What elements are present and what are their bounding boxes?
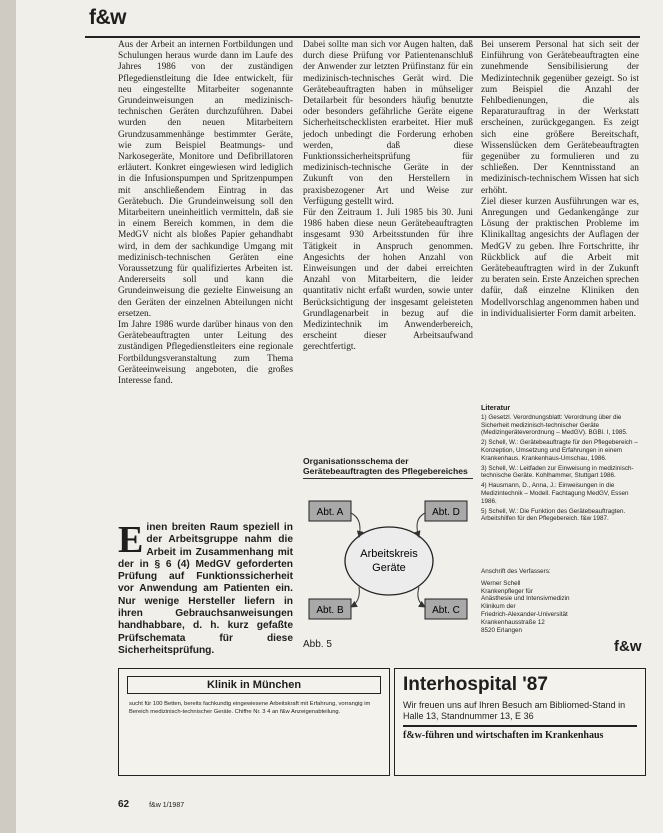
department-box-a	[309, 501, 351, 521]
department-box-d	[425, 501, 467, 521]
header-rule	[85, 36, 640, 38]
literature-item: 5) Schell, W.: Die Funktion des Gerätebeauftragten. Arbeitshilfen für den Pflegebereich. f&w 1987.	[481, 507, 626, 523]
column-2-paragraph: Dabei sollte man sich vor Augen halten, daß durch diese Prüfung vor Patientenanschluß der Anwender zur letzten Prüfinstanz für ein medizinisch-technisches Gerät wird. Die Gerätebeauftragten haben in mühseliger Detailarbeit für besonders häufig benutzte oder besonders gefährliche Geräte eigene Sicherheitschecklisten erarbeitet. Hier muß jedoch unbedingt die Forderung erhoben werden, daß diese Funktionssicherheitsprüfung für medizinisch-technische Geräte in der Zukunft von den Herstellern in praxisbezogener Art und Weise zur Verfügung gestellt wird.	[303, 40, 473, 207]
organization-figure	[303, 456, 473, 656]
author-line: Klinikum der	[481, 603, 516, 611]
ad-line: Wir freuen uns auf Ihren Besuch am Bibliomed-Stand in	[403, 700, 626, 710]
author-heading: Anschrift des Verfassers:	[481, 568, 551, 575]
literature-heading: Literatur	[481, 403, 511, 412]
figure-rule	[303, 478, 473, 479]
ad-heading: Klinik in München	[127, 676, 381, 694]
magazine-logo: f&w	[89, 6, 126, 29]
center-label-2: Geräte	[372, 562, 406, 574]
ad-tagline: f&w-führen und wirtschaften im Krankenhaus	[403, 730, 604, 741]
literature-item: 3) Schell, W.: Leitfaden zur Einweisung in medizinisch-technische Geräte. Kohlhammer, Stuttgart 1986.	[481, 464, 634, 480]
ad-rule	[403, 725, 637, 727]
literature-item: 1) Gesetzl. Verordnungsblatt: Verordnung über die Sicherheit medizinisch-technischer Geräte (Medizingeräteverordnung – MedGV). BGBl. I, 1985.	[481, 413, 628, 437]
figure-title-line: Organisationsschema der	[303, 456, 409, 466]
literature-item: 4) Hausmann, D., Anna, J.: Einweisungen in die Medizintechnik – Modell. Fachtagung MedGV, Essen 1986.	[481, 482, 629, 505]
text-column-2	[303, 40, 473, 354]
center-label-1: Arbeitskreis	[360, 548, 418, 560]
column-1-paragraph: Im Jahre 1986 wurde darüber hinaus von den Gerätebeauftragten unter Leitung des zuständigen Pflegedienstleiters eine regionale Fortbildungsveranstaltung zum Thema Geräteeinweisung angeboten, die großes Interesse fand.	[118, 320, 293, 387]
author-line: 8520 Erlangen	[481, 626, 522, 634]
box-c-label: Abt. C	[432, 605, 460, 616]
drop-cap: E	[118, 519, 144, 561]
ad-text: sucht für 100 Betten, bereits fachkundig eingewiesene Arbeitskraft mit Erfahrung, vorrangig im Bereich medizinisch-technischer Geräte. Chiffre Nr. 3 4 an f&w Anzeigenabteilung.	[129, 701, 371, 715]
author-address	[481, 568, 621, 634]
box-d-label: Abt. D	[432, 507, 460, 518]
fair-advertisement	[394, 668, 646, 776]
figure-title-line: Gerätebeauftragten des Pflegebereiches	[303, 466, 468, 476]
box-a-label: Abt. A	[316, 507, 344, 518]
page-number: 62	[118, 799, 130, 810]
box-b-label: Abt. B	[316, 605, 344, 616]
binding-gutter	[0, 0, 16, 833]
text-column-1	[118, 40, 293, 387]
column-3-paragraph: Bei unserem Personal hat sich seit der Einführung von Gerätebeauftragten eine zunehmende Sensibilisierung der Medizintechnik gegenüber gezeigt. So ist zum Beispiel die Anzahl der Fehlbedienungen, die als Reparaturauftrag in der Werkstatt erscheinen, zurückgegangen. Es zeigt sich eine größere Bereitschaft, Wissenslücken dem Gerätebeauftragten gegenüber zu formulieren und zu schließen. Der Kenntnisstand an medizinisch-technischem Wissen hat sich erhöht.	[481, 40, 639, 196]
page-footer	[118, 799, 184, 810]
ad-heading: Interhospital '87	[403, 674, 548, 695]
author-line: Krankenhausstraße 12	[481, 618, 545, 626]
pull-quote-text: inen breiten Raum speziell in der Arbeitsgruppe nahm die Arbeit im Zusammenhang mit der in § 6 (4) MedGV geforderten Prüfung auf Funktionssicherheit vor Anwendung am Patienten ein. Nur wenige Hersteller liefern in ihren Gebrauchsanweisungen handhabbare, d. h. kurz gefaßte Prüfschemata für diese Sicherheitsprüfung.	[118, 522, 293, 656]
literature-list	[481, 404, 639, 525]
ad-line: Halle 13, Standnummer 13, E 36	[403, 711, 534, 721]
job-advertisement	[118, 668, 390, 776]
issue-label: f&w 1/1987	[149, 802, 185, 809]
text-column-3	[481, 40, 639, 320]
department-box-c	[425, 599, 467, 619]
end-logo: f&w	[614, 638, 642, 655]
author-line: Friedrich-Alexander-Universität	[481, 610, 568, 618]
column-3-paragraph: Ziel dieser kurzen Ausführungen war es, Anregungen und Gedankengänge zur Lösung der praktischen Probleme im Klinikalltag angesichts der Auflagen der MedGV zu geben. Ihre Fortschritte, ihr Rückblick auf die Arbeit mit Gerätebeauftragten wird in der Zukunft zu beraten sein. Erste Anzeichen sprechen dafür, daß einzelne Kliniken den Modellvorschlag angenommen haben und in individualisierter Form damit arbeiten.	[481, 196, 639, 319]
working-group-circle	[345, 527, 433, 595]
department-box-b	[309, 599, 351, 619]
figure-title	[303, 456, 473, 476]
organization-diagram	[303, 483, 473, 633]
pull-quote	[118, 519, 293, 657]
figure-caption: Abb. 5	[303, 639, 332, 650]
literature-item: 2) Schell, W.: Gerätebeauftragte für den Pflegebereich – Konzeption, Umsetzung und Erfahrungen in einem Krankenhaus. Krankenhaus-Umschau, 1986.	[481, 439, 638, 462]
author-line: Werner Schell	[481, 579, 521, 587]
author-line: Anästhesie und Intensivmedizin	[481, 595, 570, 603]
column-2-paragraph: Für den Zeitraum 1. Juli 1985 bis 30. Juni 1986 haben diese neun Gerätebeauftragten insgesamt 930 Arbeitsstunden für ihre Tätigkeit in Anspruch genommen. Angesichts der hohen Anzahl von Einweisungen und der dabei erreichten Anzahl von Mitarbeitern, die leider quantitativ nicht erfaßt wurden, sowie unter Berücksichtigung der insgesamt geleisteten Grundlagenarbeit in bezug auf die Medizintechnik im Anwenderbereich, erscheint dieser Arbeitsaufwand gerechtfertigt.	[303, 208, 473, 353]
column-1-paragraph: Aus der Arbeit an internen Fortbildungen und Schulungen heraus wurde dann im Laufe des Jahres 1986 von der zuständigen Pflegedienstleitung die Idee entwickelt, für neu eingestellte Mitarbeiter sogenannte Grundeinweisungen an medizinisch-technischen Geräten durchzuführen. Dabei wurden den neuen Mitarbeitern Grundzusammenhänge bestimmter Geräte, wie zum Beispiel Beatmungs- und Narkosegeräte, Monitore und Defibrillatoren erläutert. Konkret eingewiesen wird lediglich in die Infusionspumpen und Spritzenpumpen mit anschließendem Eintrag in das Gerätebuch. Die Grundeinweisung soll den Mitarbeitern uneinheitlich vermitteln, daß sie in einem Bereich kommen, in dem die MedGV nicht als bloßes Papier gehandhabt wird, in dem der sachkundige Umgang mit medizinisch-technischen Geräten eine Voraussetzung für qualifiziertes Arbeiten ist. Andererseits soll und kann die Grundeinweisung die gezielte Einweisung an den Geräten der einzelnen Abteilungen nicht ersetzen.	[118, 40, 293, 319]
author-line: Krankenpfleger für	[481, 587, 533, 595]
